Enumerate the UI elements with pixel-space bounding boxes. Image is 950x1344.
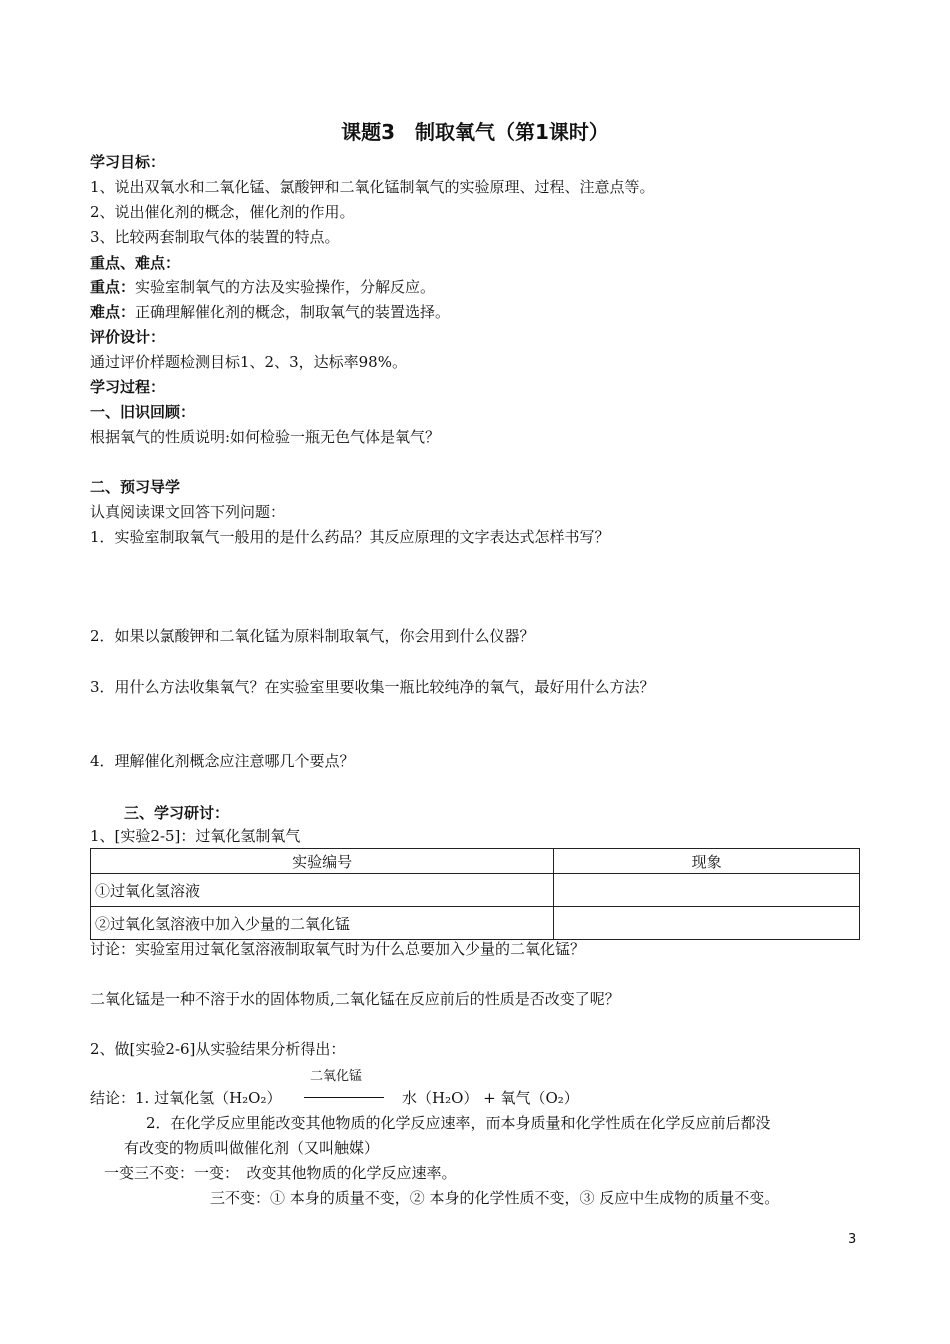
goal-item-3: 3、比较两套制取气体的装置的特点。 <box>90 228 340 246</box>
preview-q1: 1．实验室制取氧气一般用的是什么药品？其反应原理的文字表达式怎样书写？ <box>90 528 610 546</box>
table-cell <box>554 907 860 940</box>
conclusion-right: 水（H₂O） + 氧气（O₂） <box>402 1089 579 1107</box>
review-text: 根据氧气的性质说明:如何检验一瓶无色气体是氧气？ <box>90 428 441 446</box>
review-heading: 一、旧识回顾： <box>90 403 196 421</box>
rule-line-1: 一变三不变：一变： 改变其他物质的化学反应速率。 <box>104 1164 457 1182</box>
table-row <box>91 874 860 907</box>
catalyst-label: 二氧化锰 <box>310 1069 363 1084</box>
hard-point <box>90 302 450 322</box>
question-text: 二氧化锰是一种不溶于水的固体物质,二氧化锰在反应前后的性质是否改变了呢？ <box>90 990 620 1008</box>
page-number: 3 <box>848 1232 857 1247</box>
key-label: 重点： <box>90 278 136 296</box>
key-heading: 重点、难点： <box>90 254 181 272</box>
table-cell <box>554 874 860 907</box>
evaluation-heading: 评价设计： <box>90 328 166 346</box>
experiment-1-label: 1、[实验2-5]：过氧化氢制氧气 <box>90 827 301 845</box>
experiment-table <box>90 848 860 940</box>
definition-line-1: 2．在化学反应里能改变其他物质的化学反应速率，而本身质量和化学性质在化学反应前后都没 <box>146 1114 771 1132</box>
table-header-cell: 现象 <box>554 849 860 874</box>
hard-text: 正确理解催化剂的概念，制取氧气的装置选择。 <box>135 303 451 321</box>
goal-item-1: 1、说出双氧水和二氧化锰、氯酸钾和二氧化锰制氧气的实验原理、过程、注意点等。 <box>90 178 655 196</box>
study-heading: 三、学习研讨： <box>124 804 230 822</box>
preview-q2: 2．如果以氯酸钾和二氧化锰为原料制取氧气，你会用到什么仪器？ <box>90 627 535 645</box>
goals-heading: 学习目标： <box>90 153 166 171</box>
hard-label: 难点： <box>90 303 136 321</box>
goal-item-2: 2、说出催化剂的概念，催化剂的作用。 <box>90 203 355 221</box>
table-row <box>91 907 860 940</box>
experiment-2-label: 2、做[实验2-6]从实验结果分析得出： <box>90 1040 346 1058</box>
reaction-arrow <box>304 1097 384 1098</box>
table-header-row <box>91 849 860 874</box>
page-title: 课题3 制取氧气（第1课时） <box>341 120 609 144</box>
rule-line-2: 三不变：① 本身的质量不变，② 本身的化学性质不变，③ 反应中生成物的质量不变。 <box>210 1189 780 1207</box>
process-heading: 学习过程： <box>90 378 166 396</box>
table-cell: ①过氧化氢溶液 <box>91 874 554 907</box>
conclusion-left: 结论：1. 过氧化氢（H₂O₂） <box>90 1089 282 1107</box>
preview-q3: 3．用什么方法收集氧气？在实验室里要收集一瓶比较纯净的氧气，最好用什么方法？ <box>90 678 655 696</box>
discussion-text: 讨论：实验室用过氧化氢溶液制取氧气时为什么总要加入少量的二氧化锰？ <box>90 940 586 958</box>
evaluation-text: 通过评价样题检测目标1、2、3，达标率98%。 <box>90 353 407 371</box>
table-cell: ②过氧化氢溶液中加入少量的二氧化锰 <box>91 907 554 940</box>
table-header-cell: 实验编号 <box>91 849 554 874</box>
key-point <box>90 277 435 297</box>
definition-line-2: 有改变的物质叫做催化剂（又叫触媒） <box>124 1139 380 1157</box>
preview-heading: 二、预习导学 <box>90 478 181 496</box>
preview-q4: 4．理解催化剂概念应注意哪几个要点？ <box>90 752 355 770</box>
key-text: 实验室制氧气的方法及实验操作，分解反应。 <box>135 278 436 296</box>
preview-intro: 认真阅读课文回答下列问题： <box>90 503 286 521</box>
